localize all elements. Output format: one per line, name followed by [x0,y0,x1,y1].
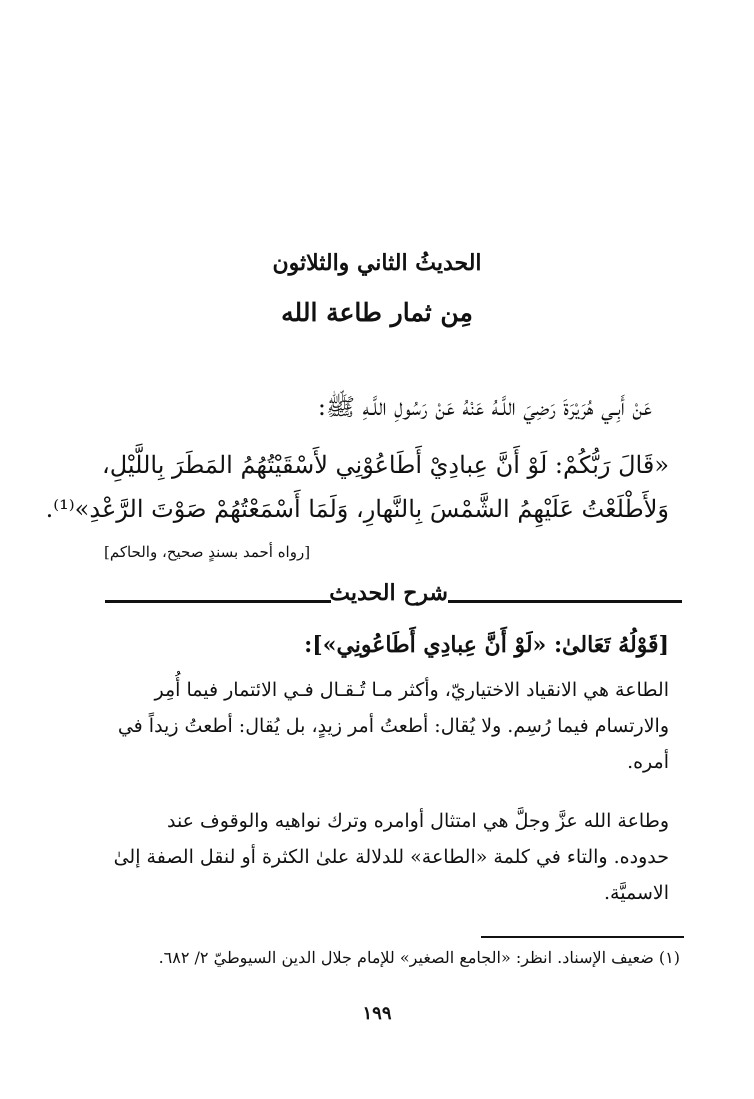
matn-line: وَلأَطْلَعْتُ عَلَيْهِمُ الشَّمْسَ بِالنَّهارِ، وَلَمَا أَسْمَعْتُهُمْ صَوْتَ الرَّعْدِ»⁽¹⁾. [45,495,669,523]
section-title: شرح الحديث [329,580,448,606]
hadith-number-title: الحديثُ الثاني والثلاثون [272,250,482,276]
paragraph-line: الطاعة هي الانقياد الاختياريّ، وأكثر مـا تُـقـال فـي الائتمار فيما أُمِر [154,679,669,701]
section-header [105,580,682,616]
paragraph-line: والارتسام فيما رُسِم. ولا يُقال: أطعتُ أمر زيدٍ، بل يُقال: أطعتُ زيداً في [117,715,669,737]
paragraph-line: حدوده. والتاء في كلمة «الطاعة» للدلالة علىٰ الكثرة أو لنقل الصفة إلىٰ [113,846,669,868]
hadith-source: [رواه أحمد بسندٍ صحيح، والحاكم] [104,543,311,561]
commentary-paragraph-2 [69,803,669,911]
section-rule-right [448,600,682,603]
hadith-matn [45,443,669,531]
paragraph-line: الاسميَّة. [604,882,669,904]
page-number: ١٩٩ [362,1003,392,1024]
footnote-divider [481,936,684,938]
commentary-paragraph-1 [69,672,669,780]
hadith-subtitle: مِن ثمار طاعة الله [281,298,473,327]
paragraph-line: وطاعة الله عزَّ وجلَّ هي امتثال أوامره وترك نواهيه والوقوف عند [166,810,669,832]
paragraph-line: أمره. [627,751,669,773]
section-rule-left [105,600,331,603]
commentary-quote: [قَوْلُهُ تَعَالىٰ: «لَوْ أَنَّ عِبادِي أَطَاعُونِي»]: [304,632,669,658]
footnote: (١) ضعيف الإسناد. انظر: «الجامع الصغير» للإمام جلال الدين السيوطيّ ٢/ ٦٨٢. [158,948,680,967]
hadith-isnad: عَنْ أَبِـي هُرَيْرَةَ رَضِيَ اللَّـهُ عَنْهُ عَنْ رَسُولِ اللَّـهِ ﷺ: [317,393,652,421]
matn-line: «قَالَ رَبُّكُمْ: لَوْ أَنَّ عِبادِيْ أَطَاعُوْنِي لأَسْقَيْتُهُمُ المَطَرَ بِاللَّيْلِ، [101,451,669,479]
